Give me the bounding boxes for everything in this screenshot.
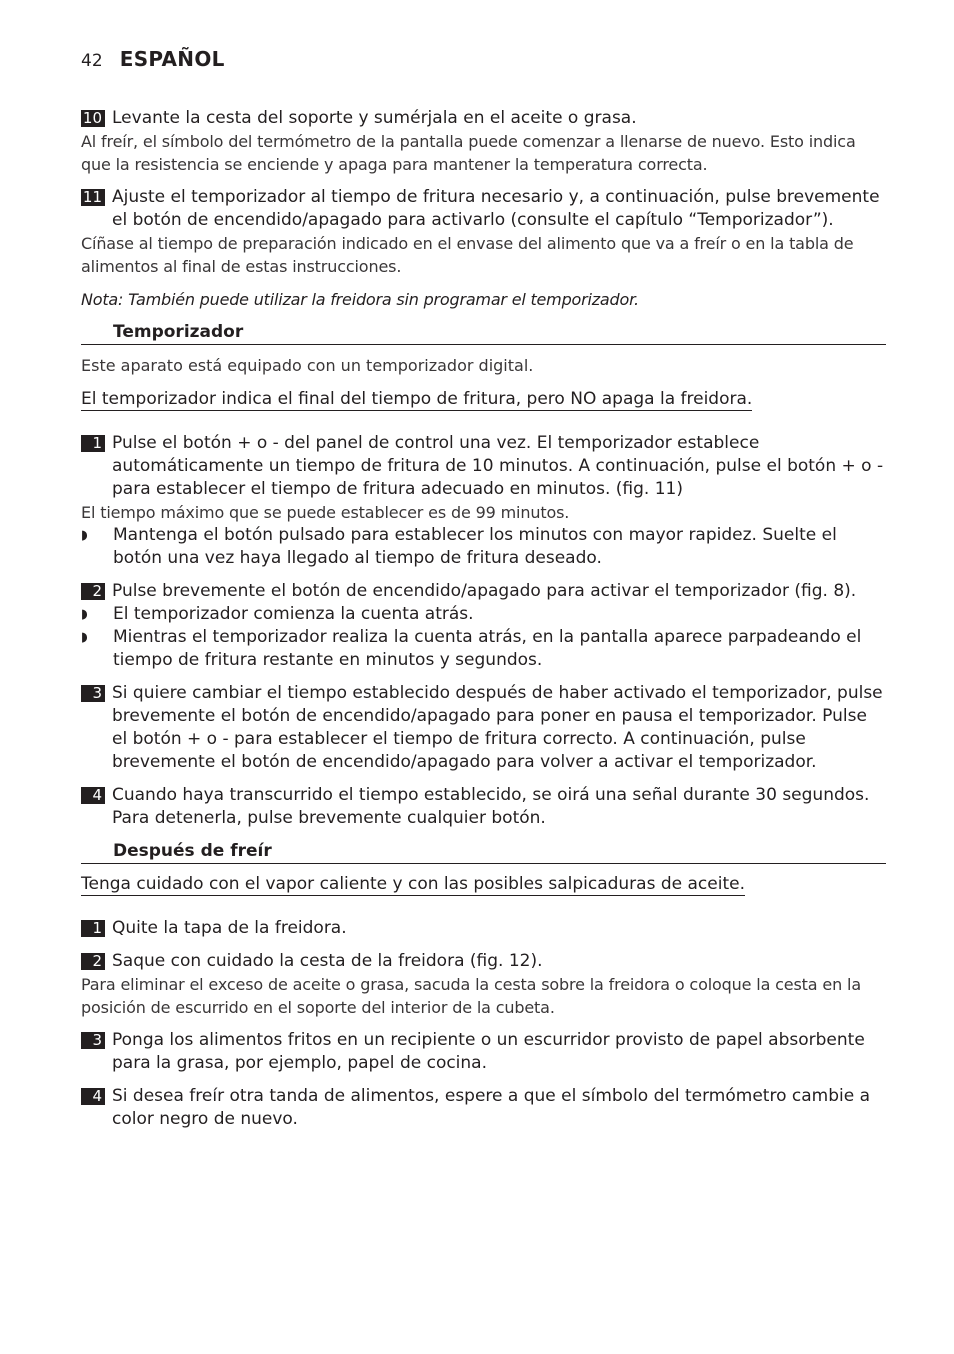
timer-step-1-note: El tiempo máximo que se puede establecer es de 99 minutos. — [81, 503, 570, 522]
step-10 — [81, 107, 886, 130]
after-step-2-note: Para eliminar el exceso de aceite o grasa, sacuda la cesta sobre la freidora o coloque la cesta en la posición de escurrido en el soporte del interior de la cubeta. — [81, 975, 861, 1017]
step-number: 3 — [81, 685, 105, 702]
step-11-note: Cíñase al tiempo de preparación indicado en el envase del alimento que va a freír o en la tabla de alimentos al final de estas instrucciones. — [81, 234, 854, 276]
warning-text — [81, 873, 886, 896]
warning-underlined: El temporizador indica el final del tiempo de fritura, pero NO apaga la freidora. — [81, 389, 753, 409]
after-step-2 — [81, 950, 886, 973]
timer-step-1 — [81, 432, 886, 501]
step-text: Cuando haya transcurrido el tiempo establecido, se oirá una señal durante 30 segundos. Para detenerla, pulse brevemente cualquier botón. — [112, 785, 870, 828]
page-content — [81, 107, 886, 1141]
step-number: 1 — [81, 435, 105, 452]
timer-step-4 — [81, 784, 886, 830]
step-number: 11 — [81, 189, 105, 206]
italic-note: Nota: También puede utilizar la freidora sin programar el temporizador. — [81, 290, 639, 309]
step-number: 3 — [81, 1032, 105, 1049]
bullet-marker-icon: ◗ — [81, 528, 88, 543]
step-number: 4 — [81, 787, 105, 804]
section-heading-temporizador: Temporizador — [81, 321, 886, 345]
bullet-item — [81, 603, 886, 626]
warning-text — [81, 388, 886, 411]
warning-underlined: Tenga cuidado con el vapor caliente y con las posibles salpicaduras de aceite. — [81, 874, 745, 894]
bullet-text: Mientras el temporizador realiza la cuenta atrás, en la pantalla aparece parpadeando el tiempo de fritura restante en minutos y segundos. — [113, 627, 862, 670]
after-step-4 — [81, 1085, 886, 1131]
section-heading-despues: Después de freír — [81, 840, 886, 864]
step-text: Ponga los alimentos fritos en un recipiente o un escurridor provisto de papel absorbente para la grasa, por ejemplo, papel de cocina. — [112, 1030, 865, 1073]
step-10-note: Al freír, el símbolo del termómetro de la pantalla puede comenzar a llenarse de nuevo. Esto indica que la resistencia se enciende y apaga para mantener la temperatura correcta. — [81, 132, 856, 174]
step-text: Pulse el botón + o - del panel de control una vez. El temporizador establece automáticamente un tiempo de fritura de 10 minutos. A continuación, pulse el botón + o - para establecer el tiempo de fritura adecuado en minutos. (fig. 11) — [112, 433, 884, 499]
after-step-3 — [81, 1029, 886, 1075]
bullet-marker-icon: ◗ — [81, 607, 88, 622]
language-title: ESPAÑOL — [119, 47, 225, 71]
step-number: 2 — [81, 953, 105, 970]
bullet-text: El temporizador comienza la cuenta atrás. — [113, 604, 474, 624]
timer-step-2 — [81, 580, 886, 603]
step-text: Si desea freír otra tanda de alimentos, espere a que el símbolo del termómetro cambie a color negro de nuevo. — [112, 1086, 870, 1129]
step-text: Ajuste el temporizador al tiempo de fritura necesario y, a continuación, pulse brevemente el botón de encendido/apagado para activarlo (consulte el capítulo “Temporizador”). — [112, 187, 880, 230]
step-text: Levante la cesta del soporte y sumérjala en el aceite o grasa. — [112, 108, 637, 128]
step-text: Quite la tapa de la freidora. — [112, 918, 347, 938]
bullet-text: Mantenga el botón pulsado para establecer los minutos con mayor rapidez. Suelte el botón una vez haya llegado al tiempo de fritura deseado. — [113, 525, 837, 568]
step-11 — [81, 186, 886, 232]
step-number: 4 — [81, 1088, 105, 1105]
bullet-marker-icon: ◗ — [81, 630, 88, 645]
step-number: 10 — [81, 110, 105, 127]
bullet-item — [81, 524, 886, 570]
after-step-1 — [81, 917, 886, 940]
step-number: 1 — [81, 920, 105, 937]
timer-step-3 — [81, 682, 886, 774]
step-text: Saque con cuidado la cesta de la freidora (fig. 12). — [112, 951, 543, 971]
step-text: Pulse brevemente el botón de encendido/apagado para activar el temporizador (fig. 8). — [112, 581, 857, 601]
bullet-item — [81, 626, 886, 672]
page-header — [81, 47, 225, 71]
step-number: 2 — [81, 583, 105, 600]
step-text: Si quiere cambiar el tiempo establecido después de haber activado el temporizador, pulse brevemente el botón de encendido/apagado para poner en pausa el temporizador. Pulse el botón + o - para establecer el tiempo de fritura correcto. A continuación, pulse brevemente el botón de encendido/apagado para volver a activar el temporizador. — [112, 683, 883, 772]
section-description: Este aparato está equipado con un temporizador digital. — [81, 356, 534, 375]
page-number: 42 — [81, 51, 103, 71]
